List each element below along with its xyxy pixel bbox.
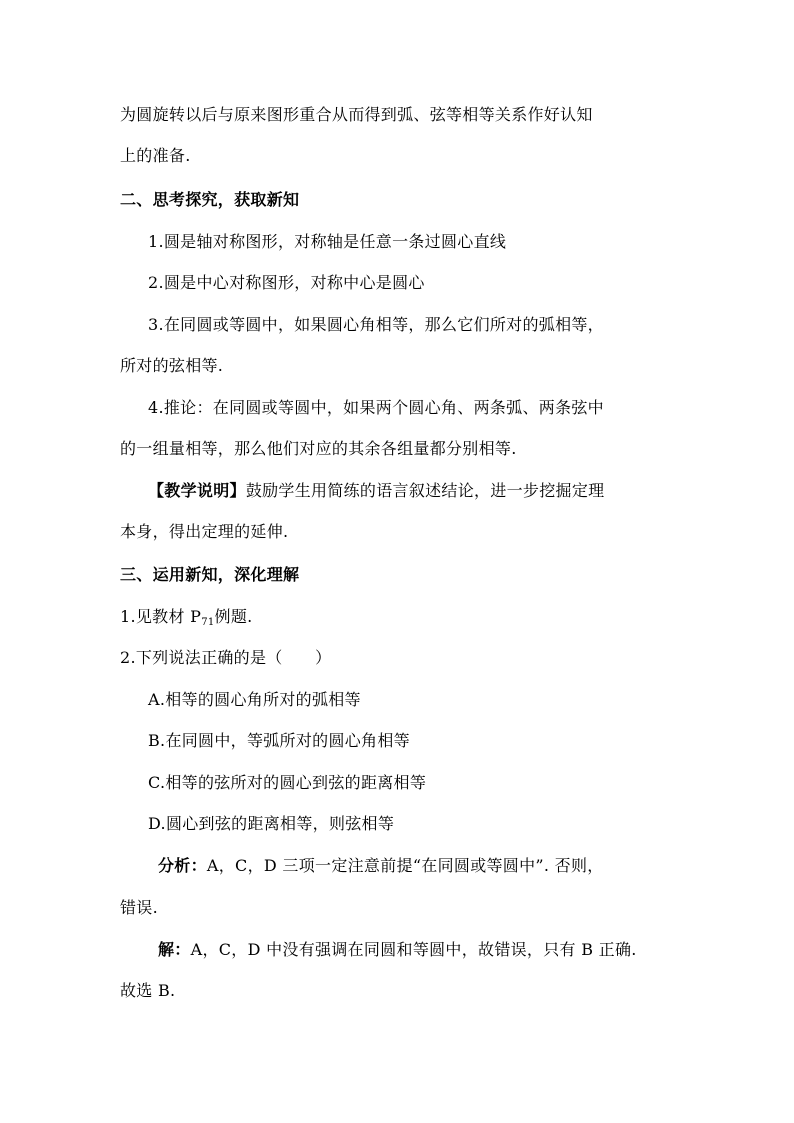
option-a: A.相等的圆心角所对的弧相等: [148, 690, 361, 709]
section-2-item-4-line-1: 4.推论：在同圆或等圆中，如果两个圆心角、两条弧、两条弦中: [148, 398, 604, 417]
section-2-item-3-line-1: 3.在同圆或等圆中，如果圆心角相等，那么它们所对的弧相等，: [148, 315, 604, 334]
analysis-label: 分析：: [158, 856, 207, 875]
intro-line-2: 上的准备.: [120, 146, 191, 165]
section-2-item-2: 2.圆是中心对称图形，对称中心是圆心: [148, 273, 425, 292]
teaching-note-line-2: 本身，得出定理的延伸.: [120, 522, 289, 541]
analysis-line-2: 错误.: [120, 898, 158, 917]
teaching-note-text: 鼓励学生用简练的语言叙述结论，进一步挖掘定理: [245, 481, 605, 500]
intro-line-1: 为圆旋转以后与原来图形重合从而得到弧、弦等相等关系作好认知: [120, 105, 593, 124]
section-2-item-1: 1.圆是轴对称图形，对称轴是任意一条过圆心直线: [148, 232, 507, 251]
section-2-item-3-line-2: 所对的弦相等.: [120, 356, 224, 375]
example-1-prefix: 1.见教材 P: [120, 607, 202, 626]
solution-line-1: [158, 939, 718, 961]
example-2-question: 2.下列说法正确的是（ ）: [120, 648, 332, 667]
example-1: [120, 606, 680, 634]
section-2-item-4-line-2: 的一组量相等，那么他们对应的其余各组量都分别相等.: [120, 439, 517, 458]
analysis-text: A，C，D 三项一定注意前提“在同圆或等圆中”. 否则，: [206, 856, 604, 875]
teaching-note-line-1: [148, 480, 708, 502]
analysis-line-1: [158, 855, 718, 877]
solution-line-2: 故选 B.: [120, 981, 176, 1000]
solution-label: 解：: [158, 940, 191, 959]
option-d: D.圆心到弦的距离相等，则弦相等: [148, 814, 395, 833]
teaching-note-label: 【教学说明】: [148, 481, 246, 500]
section-3-heading: 三、运用新知，深化理解: [120, 565, 300, 584]
example-1-page-subscript: 71: [201, 617, 215, 628]
example-1-suffix: 例题.: [214, 607, 253, 626]
section-2-heading: 二、思考探究，获取新知: [120, 190, 300, 209]
solution-text: A，C，D 中没有强调在同圆和等圆中，故错误，只有 B 正确.: [190, 940, 637, 959]
option-c: C.相等的弦所对的圆心到弦的距离相等: [148, 773, 427, 792]
option-b: B.在同圆中，等弧所对的圆心角相等: [148, 731, 410, 750]
